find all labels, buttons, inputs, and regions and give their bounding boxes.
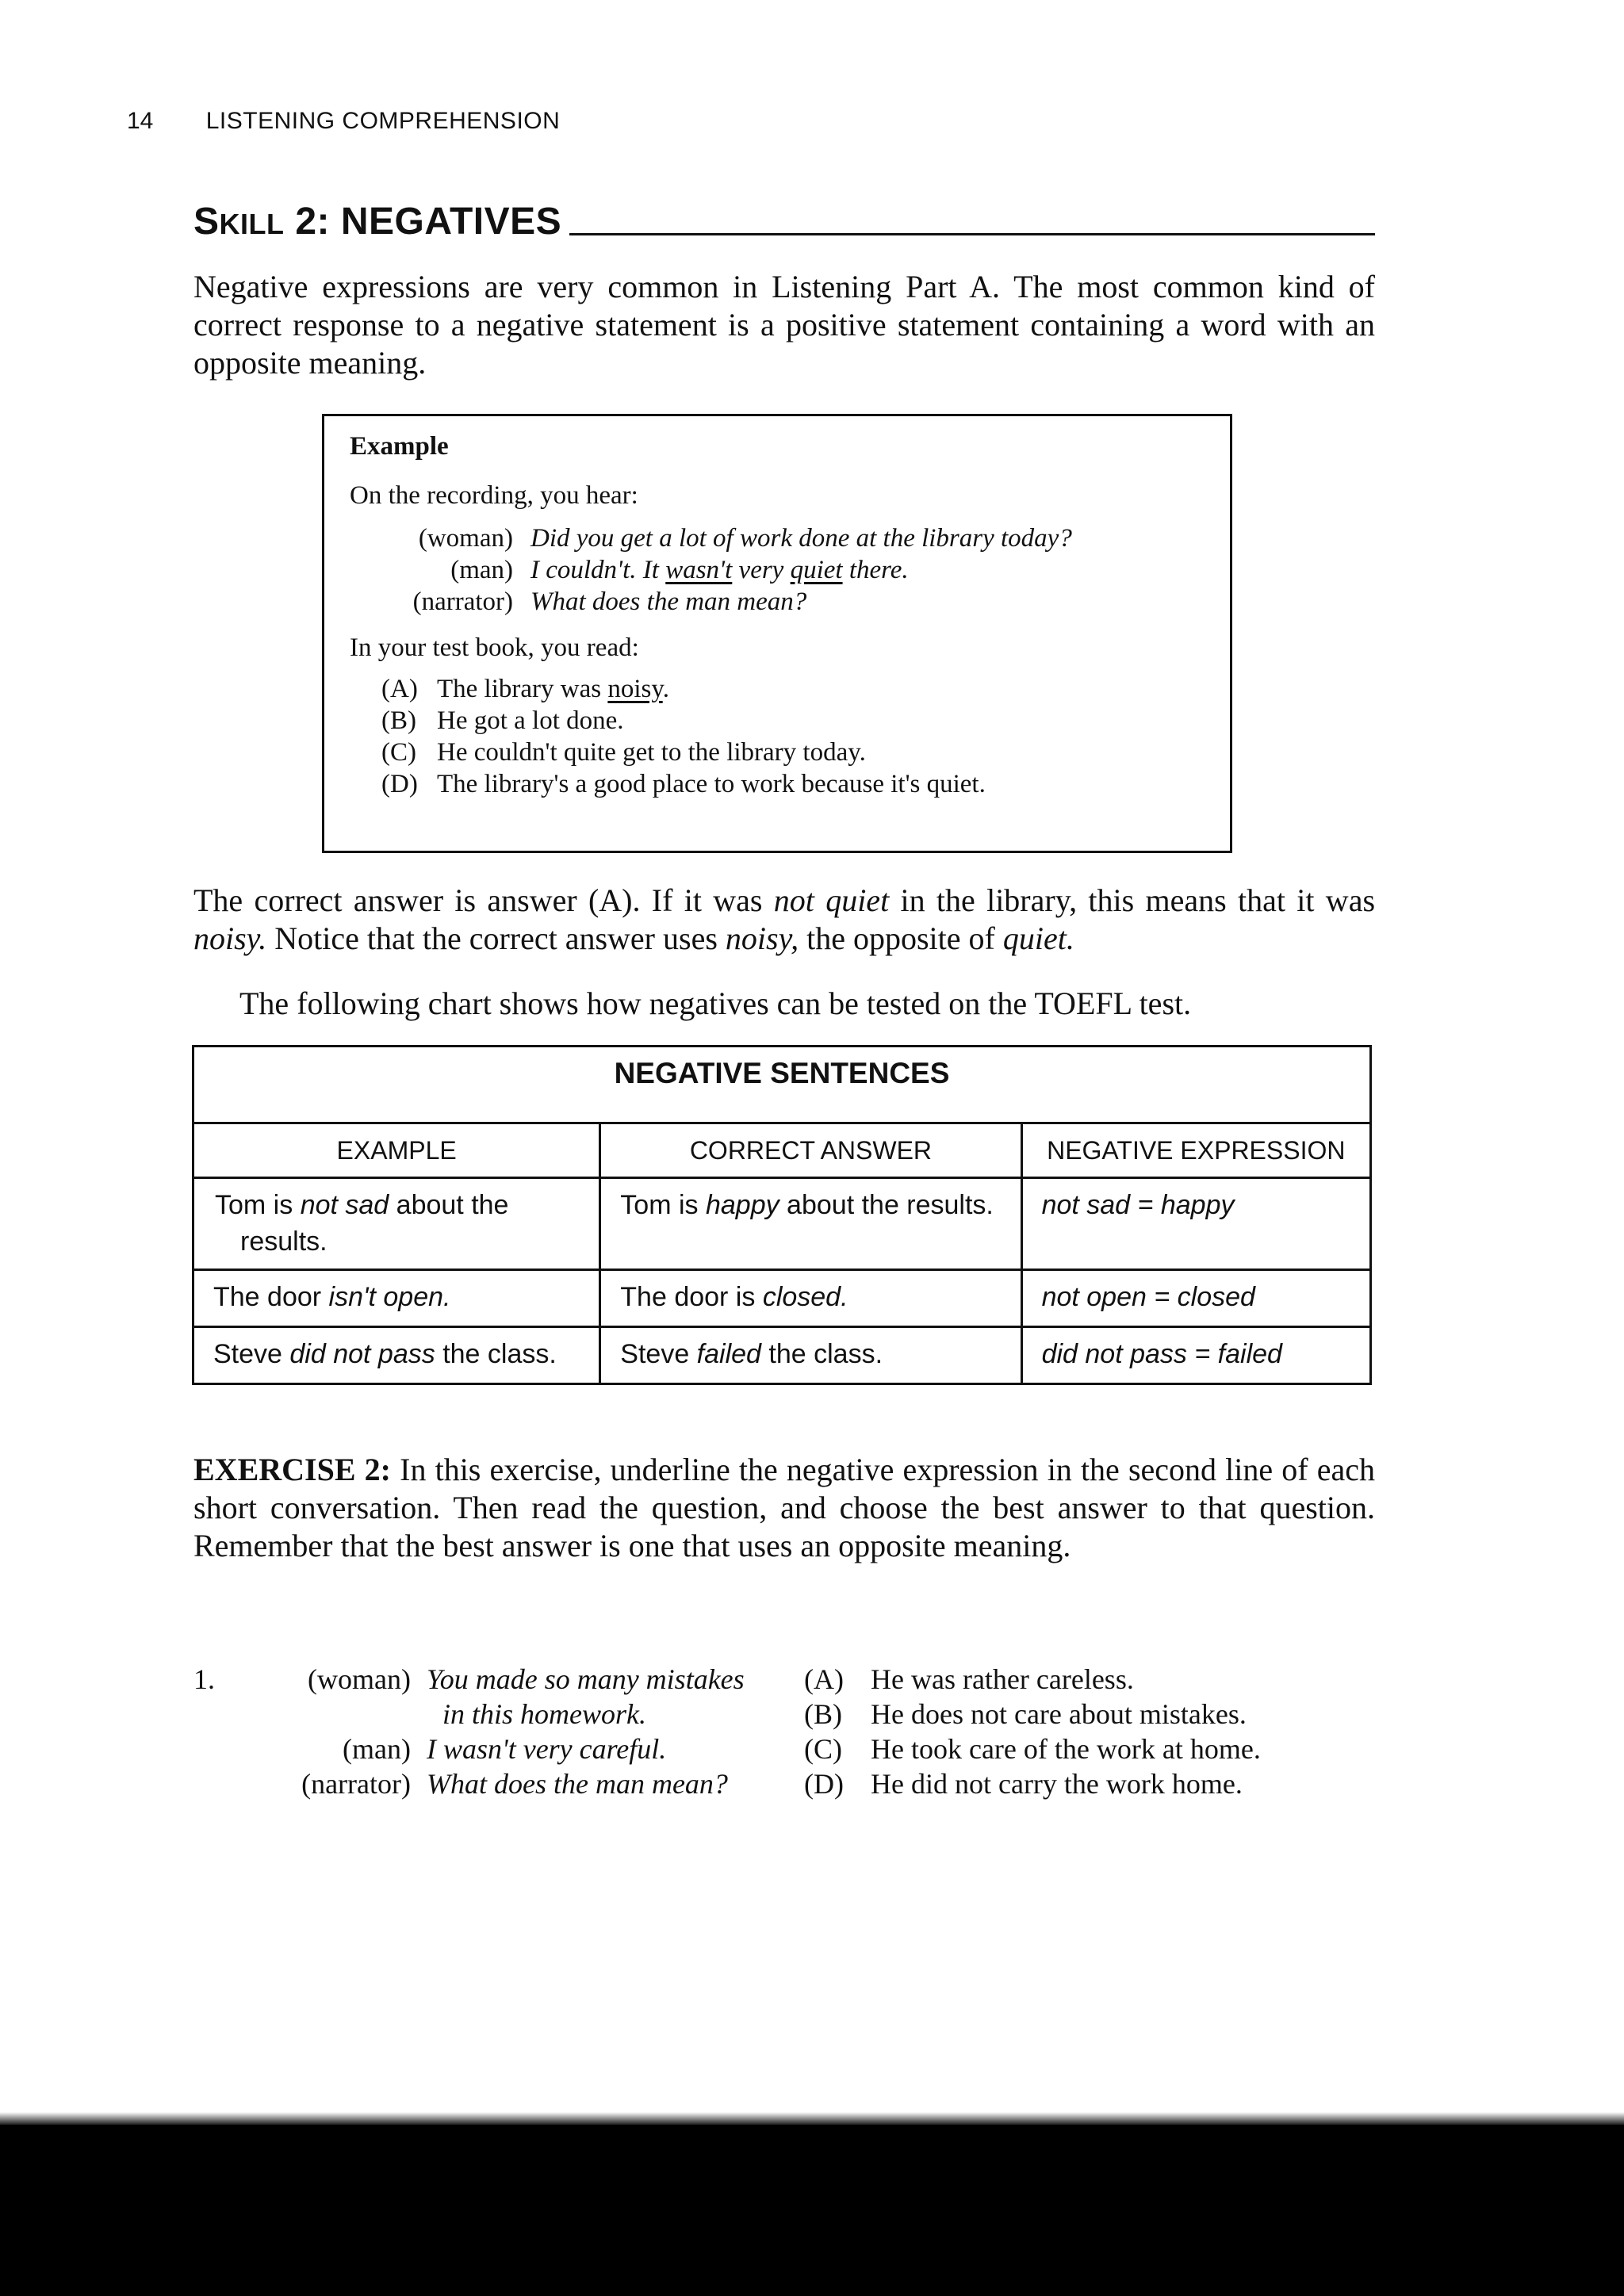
dialogue-line: (man) I couldn't. It wasn't very quiet there. (450, 556, 909, 584)
answer-cell: Steve failed the class. (600, 1327, 1021, 1384)
negative-expression-cell: not sad = happy (1021, 1178, 1370, 1270)
answer-cell: Tom is happy about the results. (600, 1178, 1021, 1270)
intro-paragraph: Negative expressions are very common in Listening Part A. The most common kind of correct response to a negative statement is a positive statement containing a word with an opposite meaning. (193, 269, 1375, 381)
example-cell: The door isn't open. (193, 1270, 600, 1327)
answer-option: (B) He does not care about mistakes. (804, 1698, 1247, 1730)
answer-option: (D) He did not carry the work home. (804, 1768, 1243, 1800)
explanation-paragraph: The correct answer is answer (A). If it was not quiet in the library, this means that it was noisy. Notice that the correct answer uses noisy, the opposite of quiet. (193, 882, 1376, 956)
answer-option: (A) The library was noisy. (381, 675, 669, 703)
running-header (127, 108, 560, 135)
dialogue-line: 1. (woman) You made so many mistakes (193, 1663, 745, 1695)
example-cell: Steve did not pass the class. (193, 1327, 600, 1384)
negative-expression-cell: not open = closed (1021, 1270, 1370, 1327)
answer-option: (B) He got a lot done. (381, 706, 624, 735)
negative-expression-cell: did not pass = failed (1021, 1327, 1370, 1384)
answer-option: (C) He took care of the work at home. (804, 1733, 1261, 1765)
table-row (193, 1327, 1371, 1384)
answer-option: (C) He couldn't quite get to the library today. (381, 738, 866, 767)
dialogue-line: (woman) Did you get a lot of work done at the library today? (418, 524, 1072, 553)
column-header: NEGATIVE EXPRESSION (1021, 1123, 1370, 1178)
table-caption: NEGATIVE SENTENCES (193, 1047, 1371, 1123)
skill-title: SKILL 2: NEGATIVES (193, 201, 562, 243)
table-header-row (193, 1123, 1371, 1178)
answer-option: (D) The library's a good place to work because it's quiet. (381, 770, 986, 798)
section-title: LISTENING COMPREHENSION (205, 108, 561, 134)
answer-option: (A) He was rather careless. (804, 1663, 1134, 1695)
read-label: In your test book, you read: (350, 633, 639, 662)
answer-cell: The door is closed. (600, 1270, 1021, 1327)
dialogue-line: (narrator) What does the man mean? (412, 587, 807, 616)
column-header: EXAMPLE (193, 1123, 600, 1178)
dialogue-line: (man) I wasn't very careful. (343, 1733, 667, 1765)
page-number: 14 (127, 108, 154, 134)
scan-border (0, 2125, 1624, 2296)
negative-sentences-table (192, 1045, 1372, 1385)
dialogue-line: in this homework. (442, 1698, 646, 1730)
chart-intro: The following chart shows how negatives can be tested on the TOEFL test. (239, 985, 1192, 1021)
exercise-label: EXERCISE 2: (193, 1452, 391, 1487)
example-box (322, 414, 1232, 853)
question-number: 1. (193, 1663, 215, 1695)
question-1-options (804, 1662, 1261, 1801)
exercise-instructions: EXERCISE 2: In this exercise, underline the negative expression in the second line of each short conversation. Then read the question, and choose the best answer to that question. Remember that the best answer is one that uses an opposite meaning. (193, 1452, 1375, 1563)
dialogue-line: (narrator) What does the man mean? (301, 1768, 728, 1800)
question-1-dialogue (193, 1662, 745, 1801)
example-cell: Tom is not sad about the results. (193, 1178, 600, 1270)
table-row (193, 1270, 1371, 1327)
example-label: Example (350, 432, 449, 461)
table-row (193, 1178, 1371, 1270)
skill-heading (193, 200, 1375, 243)
heading-rule (569, 233, 1375, 235)
hear-label: On the recording, you hear: (350, 481, 638, 510)
column-header: CORRECT ANSWER (600, 1123, 1021, 1178)
